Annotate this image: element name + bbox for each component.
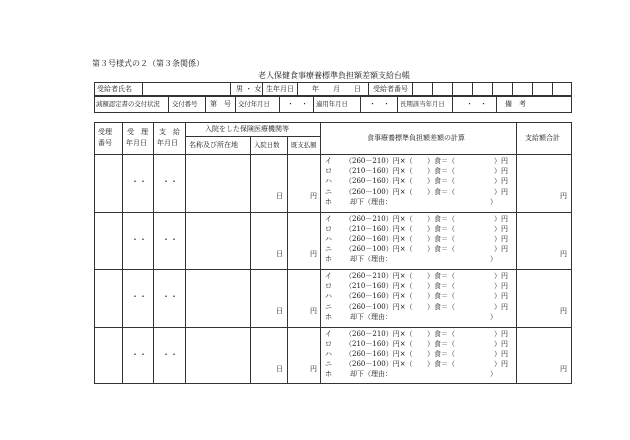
row-divider (94, 269, 572, 270)
calc-mark: ロ (325, 339, 332, 348)
calc-header: 食事療養標準負担額差額の計算 (367, 134, 465, 142)
row-divider (94, 212, 572, 213)
calc-mark: ホ (325, 312, 332, 321)
calc-meal: ）食＝（ (427, 349, 455, 358)
payment-date-dots: ・・ (162, 177, 178, 186)
calc-meal: ）食＝（ (427, 214, 455, 223)
calc-range: （260－210）円×（ (345, 329, 413, 338)
calc-end: ）円 (494, 349, 508, 358)
calc-range: （260－100）円×（ (345, 360, 413, 369)
row-divider (94, 327, 572, 328)
calc-meal: ）食＝（ (427, 157, 455, 165)
calc-end: ） (490, 255, 497, 264)
calc-meal: ）食＝（ (427, 224, 455, 233)
calc-meal: ）食＝（ (427, 302, 455, 311)
calc-end: ） (490, 197, 497, 206)
calc-range: （260－210）円×（ (345, 272, 413, 280)
days-unit: 日 (276, 364, 283, 373)
calc-meal: ）食＝（ (427, 245, 455, 254)
calc-mark: ニ (325, 245, 332, 254)
calc-range: （260－100）円×（ (345, 302, 413, 311)
total-header: 支給額合計 (525, 134, 560, 142)
calc-end: ）円 (494, 187, 508, 196)
calc-range: （260－210）円×（ (345, 214, 413, 223)
calc-range: 却下（理由： (350, 312, 392, 321)
calc-mark: ロ (325, 282, 332, 291)
payment-date-header-1: 支 給 (159, 128, 180, 136)
calc-meal: ）食＝（ (427, 360, 455, 369)
calc-mark: イ (325, 157, 332, 165)
issue-no-label: 交付番号 (172, 100, 198, 108)
calc-mark: ホ (325, 255, 332, 264)
calc-meal: ）食＝（ (427, 234, 455, 243)
calc-end: ）円 (494, 292, 508, 301)
receipt-date-dots: ・・ (131, 292, 147, 301)
dob-label: 生年月日 (266, 85, 294, 93)
form-label: 第３号様式の２（第３条関係） (92, 59, 204, 68)
dob-value: 年 月 日 (312, 85, 361, 93)
calc-meal: ）食＝（ (427, 282, 455, 291)
receipt-date-dots: ・・ (131, 177, 147, 186)
calc-mark: イ (325, 272, 332, 280)
receipt-date-header-1: 受 理 (127, 128, 148, 136)
calc-mark: ホ (325, 197, 332, 206)
calc-end: ）円 (494, 224, 508, 233)
calc-range: （260－100）円×（ (345, 245, 413, 254)
calc-mark: ロ (325, 167, 332, 176)
calc-range: 却下（理由： (350, 197, 392, 206)
calc-mark: ハ (325, 234, 332, 243)
calc-range: 却下（理由： (350, 370, 392, 379)
remarks-label: 備 考 (505, 100, 526, 108)
calc-end: ） (490, 370, 497, 379)
calc-end: ）円 (494, 177, 508, 186)
recipient-no-label: 受給者番号 (373, 85, 408, 93)
calc-meal: ）食＝（ (427, 167, 455, 176)
payment-date-dots: ・・ (162, 292, 178, 301)
calc-end: ）円 (494, 245, 508, 254)
calc-end: ）円 (494, 167, 508, 176)
calc-meal: ）食＝（ (427, 187, 455, 196)
calc-range: （260－160）円×（ (345, 292, 413, 301)
total-yen-unit: 円 (560, 249, 567, 258)
calc-end: ）円 (494, 329, 508, 338)
payment-date-dots: ・・ (162, 349, 178, 359)
calc-mark: イ (325, 214, 332, 223)
calc-range: （260－160）円×（ (345, 177, 413, 186)
days-unit: 日 (276, 192, 283, 200)
calc-mark: ハ (325, 349, 332, 358)
calc-mark: ニ (325, 360, 332, 369)
calc-meal: ）食＝（ (427, 177, 455, 186)
calc-mark: ハ (325, 292, 332, 301)
hospital-group-header: 入院をした保険医療機関等 (205, 125, 289, 133)
issue-date-label: 交付年月日 (238, 100, 270, 108)
long-term-value: ・ ・ (466, 100, 487, 108)
calc-range: （210－160）円×（ (345, 282, 413, 291)
paid-yen-unit: 円 (310, 249, 317, 258)
calc-end: ）円 (494, 282, 508, 291)
calc-end: ）円 (494, 339, 508, 348)
reduced-cert-label: 減額認定書の交付状況 (96, 100, 160, 108)
payment-date-dots: ・・ (162, 234, 178, 244)
long-term-label: 長期該当年月日 (400, 100, 445, 108)
total-yen-unit: 円 (560, 192, 567, 200)
calc-mark: ハ (325, 177, 332, 186)
calc-range: （260－100）円×（ (345, 187, 413, 196)
issue-date-value: ・ ・ (287, 100, 308, 108)
calc-range: （210－160）円×（ (345, 167, 413, 176)
paid-amount-header: 既支払額 (291, 141, 317, 149)
total-yen-unit: 円 (560, 307, 567, 315)
calc-mark: ニ (325, 187, 332, 196)
hospital-name-header: 名称及び所在地 (189, 141, 238, 149)
receipt-date-header-2: 年月日 (126, 139, 147, 147)
calc-end: ） (490, 312, 497, 321)
receipt-date-dots: ・・ (131, 349, 147, 359)
calc-meal: ）食＝（ (427, 329, 455, 338)
days-header: 入院日数 (254, 141, 280, 149)
calc-meal: ）食＝（ (427, 272, 455, 280)
days-unit: 日 (276, 249, 283, 258)
receipt-no-header-2: 番号 (98, 139, 112, 147)
apply-date-value: ・ ・ (369, 100, 390, 108)
issue-no-value: 第 号 (210, 100, 231, 108)
calc-meal: ）食＝（ (427, 339, 455, 348)
calc-end: ）円 (494, 272, 508, 280)
paid-yen-unit: 円 (310, 192, 317, 200)
paid-yen-unit: 円 (310, 307, 317, 315)
calc-meal: ）食＝（ (427, 292, 455, 301)
total-yen-unit: 円 (560, 364, 567, 373)
calc-end: ）円 (494, 214, 508, 223)
page-title: 老人保健食事療養標準負担額差額支給台帳 (258, 71, 410, 80)
name-label: 受給者氏名 (97, 85, 132, 93)
calc-end: ）円 (494, 234, 508, 243)
calc-mark: イ (325, 329, 332, 338)
calc-range: （260－160）円×（ (345, 349, 413, 358)
calc-range: 却下（理由： (350, 255, 392, 264)
calc-end: ）円 (494, 360, 508, 369)
sex-field: 男 ・ 女 (236, 85, 262, 93)
calc-mark: ニ (325, 302, 332, 311)
receipt-date-dots: ・・ (131, 234, 147, 244)
payment-date-header-2: 年月日 (157, 139, 178, 147)
days-unit: 日 (276, 307, 283, 315)
calc-mark: ロ (325, 224, 332, 233)
calc-range: （260－210）円×（ (345, 157, 413, 165)
calc-range: （210－160）円×（ (345, 339, 413, 348)
calc-mark: ホ (325, 370, 332, 379)
paid-yen-unit: 円 (310, 364, 317, 373)
calc-end: ）円 (494, 157, 508, 165)
calc-range: （260－160）円×（ (345, 234, 413, 243)
calc-end: ）円 (494, 302, 508, 311)
calc-range: （210－160）円×（ (345, 224, 413, 233)
receipt-no-header-1: 受理 (98, 128, 112, 136)
apply-date-label: 適用年月日 (316, 100, 348, 108)
